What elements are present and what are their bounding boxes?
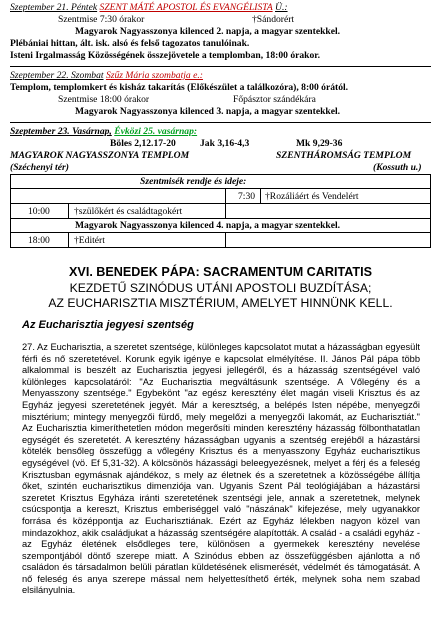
sunday-reading2: Jak 3,16-4,3 xyxy=(200,138,250,149)
sunday-novena: Magyarok Nagyasszonya kilenced 4. napja, a magyar szentekkel. xyxy=(75,220,341,231)
church-left: MAGYAROK NAGYASSZONYA TEMPLOM xyxy=(10,150,190,161)
divider xyxy=(10,122,431,123)
sunday-gospel: Mk 9,29-36 xyxy=(296,138,343,149)
saturday-heading xyxy=(10,70,203,81)
document-subtitle-2: AZ EUCHARISZTIA MISZTÉRIUM, AMELYET HINNÜNK KELL. xyxy=(48,296,393,310)
paragraph-27: 27. Az Eucharisztia, a szeretet szentsége, különleges kapcsolatot mutat a házasságban egyesült férfi és nő szeretetével. Korunk egyik igénye e kapcsolat elmélyítése. II. János Pál pápa több alkalommal is beszélt az Eucharisztia jegyesi jellegéről, és a házasság szentségével való különleges kapcsolatáról: "Az Eucharisztia megváltásunk szentsége. A Vőlegény és a Menyasszony szentsége." Egybekönt "az egész keresztény élet magán viseli Krisztus és az Egyház jegyesi szeretetének jegyét. Már a keresztség, a belépés Isten népébe, menyegzői misztérium; mintegy menyegzői fürdő, mely megelőzi a menyegzői lakomát, az Eucharisztiát." Az Eucharisztia kimeríthetetlen módon megerősíti minden keresztény házasság fölbonthatatlan egységét és szeretetét. A keresztény házasságban ugyanis a szentség erejéből a házastársi kötelék bensőleg összefügg a vőlegény Krisztus és a menyasszony Egyház eucharisztikus egységével (vö. Ef 5,31-32). A kölcsönös házassági beleegyezésnek, melyet a férj és a feleség Krisztusban egymásnak ajándékoz, s mely az életnek és a szeretetnek a közösségébe állítja őket, szintén eucharisztikus dimenziója van. Ugyanis Szent Pál teológiájában a házastársi szeretet Krisztus Egyháza iránti szeretetének szentségi jele, annak a szeretetnek, melynek csúcspontja a kereszt, Krisztus emberiséggel való "nászának" kifejezése, mely ugyanakkor forrása és középpontja az Eucharisztiának. Ezért az Egyház lélekben nagyon közel van mindazokhoz, akik családjukat a házasság szentségére alapították. A család - a családi egyház - az Egyház életének elsődleges tere, különösen a gyermekek keresztény nevelése szempontjából döntő szerepe miatt. A Szinódus ebben az összefüggésben ajánlotta a nő családon és társadalmon belüli páratlan küldetésének elismerését, védelmét és támogatását. A nő feleség és anya szerepe mással nem helyettesíthető érték, melynek soha nem szabad elsilányulnia. xyxy=(22,342,420,596)
friday-mass-time: Szentmise 7:30 órakor xyxy=(58,14,145,25)
place-right: (Kossuth u.) xyxy=(373,162,422,173)
divider xyxy=(10,66,431,67)
friday-course: Plébániai hittan, ált. isk. alsó és felső tagozatos tanulóinak. xyxy=(10,38,250,49)
sunday-reading1: Böles 2,12.17-20 xyxy=(110,138,176,149)
body-text xyxy=(22,342,420,597)
table-title: Szentmisék rendje és ideje: xyxy=(140,176,247,187)
row3-time: 18:00 xyxy=(28,235,50,246)
friday-date: Szeptember 21. Péntek xyxy=(10,2,98,13)
row2-time: 10:00 xyxy=(28,206,50,217)
saturday-celebrant: Főpásztor szándékára xyxy=(233,94,316,105)
row2-intention: †szülőkért és családtagokért xyxy=(74,206,183,217)
sunday-heading xyxy=(10,126,197,137)
sunday-date: Szeptember 23. Vasárnap, xyxy=(10,126,112,137)
church-right: SZENTHÁROMSÁG TEMPLOM xyxy=(276,150,412,161)
row1-intention: †Rozáliáért és Vendelért xyxy=(265,191,359,202)
section-title: Az Eucharisztia jegyesi szentség xyxy=(22,319,194,331)
row1-time: 7:30 xyxy=(238,191,256,202)
document-title: XVI. BENEDEK PÁPA: SACRAMENTUM CARITATIS xyxy=(69,265,372,279)
saturday-date: Szeptember 22. Szombat xyxy=(10,70,104,81)
friday-heading xyxy=(10,2,288,13)
friday-celebrant: †Sándorért xyxy=(252,14,295,25)
sunday-feast: Évközi 25. vasárnap: xyxy=(114,126,198,137)
saturday-mass-time: Szentmise 18:00 órakor xyxy=(58,94,150,105)
place-left: (Széchenyi tér) xyxy=(10,162,69,173)
friday-mercy-group: Isteni Irgalmasság Közösségének összejövetele a templomban, 18:00 órakor. xyxy=(10,50,321,61)
document-subtitle-1: KEZDETŰ SZINÓDUS UTÁNI APOSTOLI BUZDÍTÁSA; xyxy=(69,281,372,295)
row3-intention: †Editért xyxy=(74,235,105,246)
saturday-novena: Magyarok Nagyasszonya kilenced 3. napja, a magyar szentekkel. xyxy=(75,106,341,117)
friday-feast-suffix: Ü.: xyxy=(275,2,288,13)
friday-novena: Magyarok Nagyasszonya kilenced 2. napja, a magyar szentekkel. xyxy=(75,26,341,37)
friday-feast: SZENT MÁTÉ APOSTOL ÉS EVANGÉLISTA xyxy=(99,2,273,13)
saturday-cleaning: Templom, templomkert és kisház takarítás (Előkészület a találkozóra), 8:00 órától. xyxy=(10,82,349,93)
saturday-feast: Szűz Mária szombatja e.: xyxy=(105,70,203,81)
